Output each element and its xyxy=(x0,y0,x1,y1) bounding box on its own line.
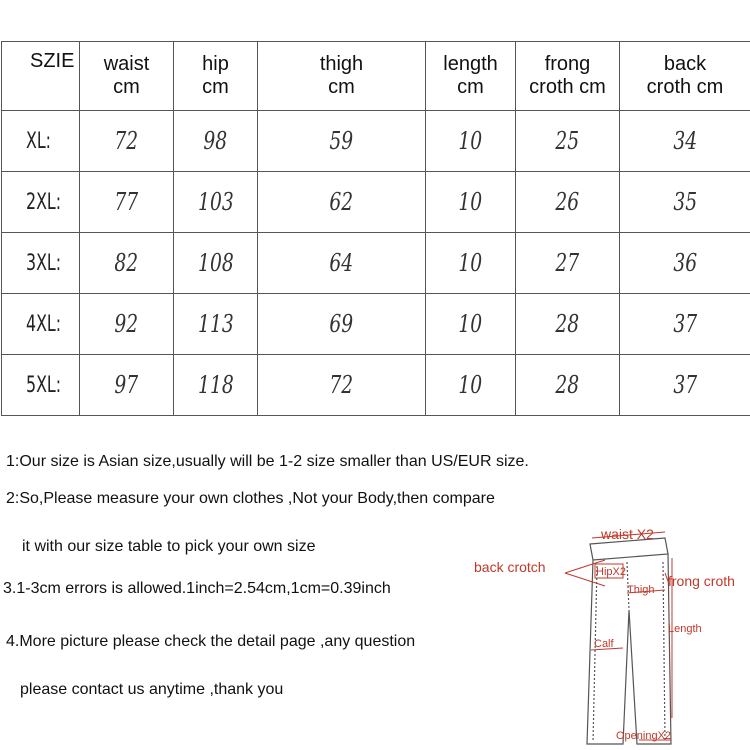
length-value: 10 xyxy=(426,233,516,294)
front-crotch-label: frong croth xyxy=(668,573,735,589)
table-row xyxy=(2,233,750,294)
hip-value: 113 xyxy=(174,294,258,355)
back-crotch-value: 37 xyxy=(620,294,750,355)
note-2: 2:So,Please measure your own clothes ,Not your Body,then compare xyxy=(6,490,495,507)
waist-value: 92 xyxy=(80,294,174,355)
hip-label: HipX2 xyxy=(596,566,626,578)
back-crotch-value: 37 xyxy=(620,355,750,416)
size-label: 2XL: xyxy=(2,172,80,233)
size-label: 5XL: xyxy=(2,355,80,416)
waist-value: 97 xyxy=(80,355,174,416)
thigh-value: 64 xyxy=(258,233,426,294)
waist-label: waist X2 xyxy=(601,526,654,542)
front-crotch-value: 26 xyxy=(516,172,620,233)
thigh-value: 59 xyxy=(258,111,426,172)
header-front-crotch: frong croth cm xyxy=(516,42,620,111)
table-row xyxy=(2,111,750,172)
thigh-value: 69 xyxy=(258,294,426,355)
table-row xyxy=(2,172,750,233)
front-crotch-value: 28 xyxy=(516,355,620,416)
waist-value: 77 xyxy=(80,172,174,233)
pants-diagram xyxy=(565,518,745,748)
thigh-label: Thigh xyxy=(627,584,655,596)
note-4: 4.More picture please check the detail page ,any question xyxy=(6,633,416,650)
waist-value: 72 xyxy=(80,111,174,172)
size-label: 4XL: xyxy=(2,294,80,355)
hip-value: 103 xyxy=(174,172,258,233)
back-crotch-label: back crotch xyxy=(474,559,546,575)
back-crotch-value: 36 xyxy=(620,233,750,294)
header-length: length cm xyxy=(426,42,516,111)
hip-value: 108 xyxy=(174,233,258,294)
size-label: XL: xyxy=(2,111,80,172)
back-crotch-value: 34 xyxy=(620,111,750,172)
calf-label: Calf xyxy=(594,638,614,650)
length-label: Length xyxy=(668,623,702,635)
back-crotch-value: 35 xyxy=(620,172,750,233)
table-row xyxy=(2,294,750,355)
note-4-continued: please contact us anytime ,thank you xyxy=(20,681,284,698)
header-thigh: thigh cm xyxy=(258,42,426,111)
size-label: 3XL: xyxy=(2,233,80,294)
note-3: 3.1-3cm errors is allowed.1inch=2.54cm,1cm=0.39inch xyxy=(3,580,391,597)
front-crotch-value: 25 xyxy=(516,111,620,172)
hip-value: 118 xyxy=(174,355,258,416)
thigh-value: 72 xyxy=(258,355,426,416)
table-row xyxy=(2,355,750,416)
opening-label: OpeningX2 xyxy=(616,730,672,742)
length-value: 10 xyxy=(426,355,516,416)
front-crotch-value: 27 xyxy=(516,233,620,294)
header-row xyxy=(2,42,750,111)
header-waist: waist cm xyxy=(80,42,174,111)
waist-value: 82 xyxy=(80,233,174,294)
hip-value: 98 xyxy=(174,111,258,172)
length-value: 10 xyxy=(426,111,516,172)
note-2-continued: it with our size table to pick your own size xyxy=(22,538,316,555)
length-value: 10 xyxy=(426,294,516,355)
header-back-crotch: back croth cm xyxy=(620,42,750,111)
header-hip: hip cm xyxy=(174,42,258,111)
length-value: 10 xyxy=(426,172,516,233)
header-size: SZIE xyxy=(2,42,80,111)
note-1: 1:Our size is Asian size,usually will be 1-2 size smaller than US/EUR size. xyxy=(6,453,529,470)
size-table xyxy=(1,41,750,416)
thigh-value: 62 xyxy=(258,172,426,233)
front-crotch-value: 28 xyxy=(516,294,620,355)
